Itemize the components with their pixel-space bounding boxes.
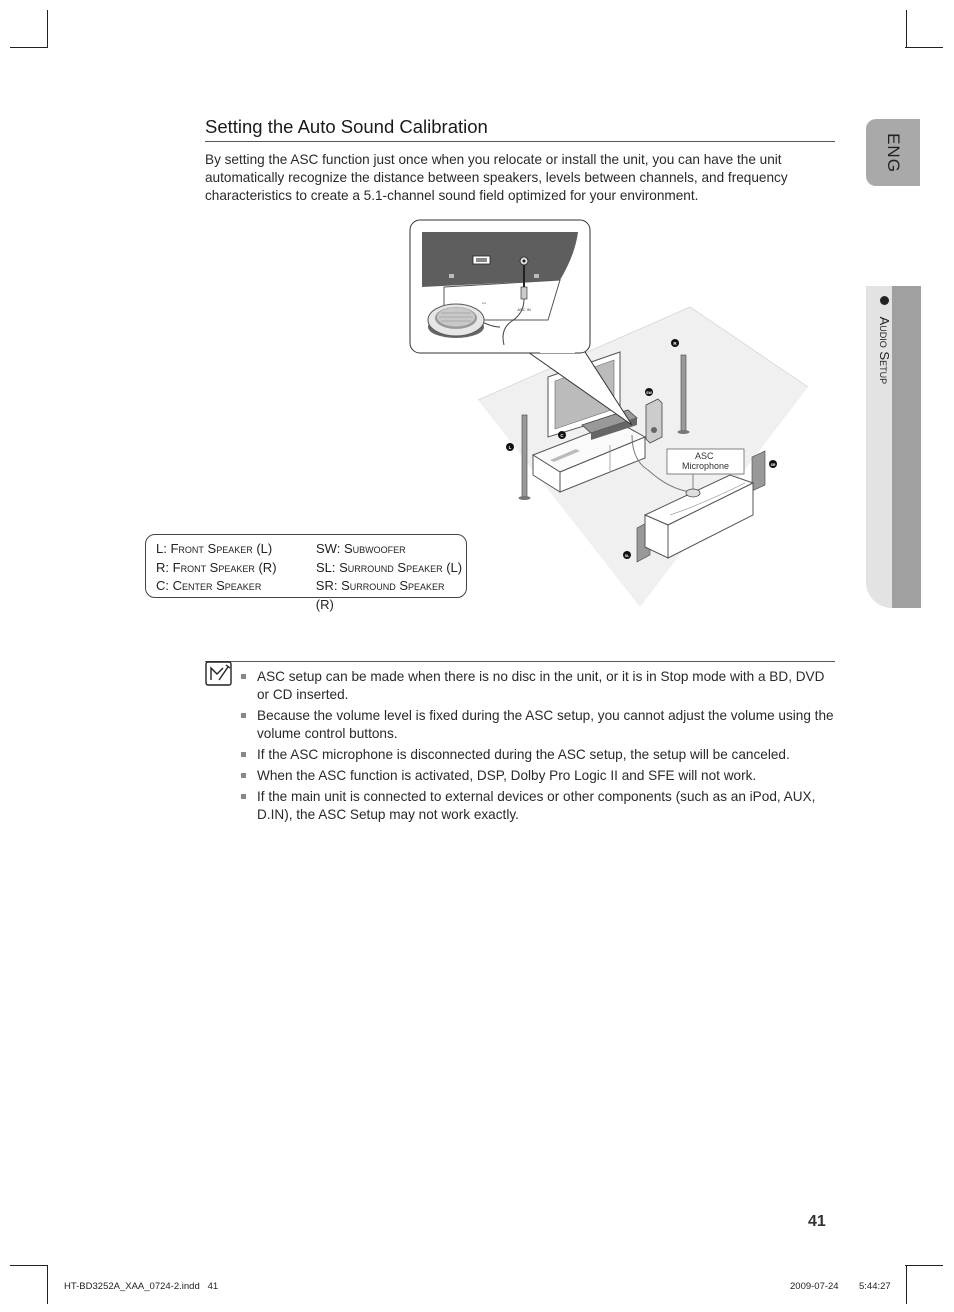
front-left-speaker-icon (522, 415, 527, 497)
badge-SL (623, 551, 631, 559)
badge-C (558, 431, 566, 439)
note-item: When the ASC function is activated, DSP, Dolby Pro Logic II and SFE will not work. (241, 767, 835, 785)
section-tab (870, 296, 892, 384)
badge-SR (769, 460, 777, 468)
language-tab (866, 119, 920, 186)
note-pencil-icon (205, 661, 232, 686)
note-item: If the main unit is connected to external devices or other components (such as an iPod, AUX, D.IN), the ASC Setup may not work exactly. (241, 788, 835, 824)
legend-row: C: Center Speaker SR: Surround Speaker (R) (156, 578, 445, 612)
crop-mark (10, 47, 48, 48)
section-tab-label: Audio Setup (877, 316, 892, 385)
badge-R (671, 339, 679, 347)
notes-divider (205, 661, 835, 662)
crop-mark (906, 1266, 907, 1304)
crop-mark (47, 10, 48, 48)
bullet-dot-icon (880, 296, 889, 305)
notes-list (241, 668, 835, 827)
svg-text:SL: SL (624, 554, 630, 558)
badge-SW (645, 388, 653, 396)
svg-text:L: L (508, 445, 512, 450)
crop-mark (905, 47, 943, 48)
note-item: ASC setup can be made when there is no disc in the unit, or it is in Stop mode with a BD, DVD or CD inserted. (241, 668, 835, 704)
microphone-icon (686, 489, 700, 497)
crop-mark (906, 10, 907, 48)
note-item: If the ASC microphone is disconnected during the ASC setup, the setup will be canceled. (241, 746, 835, 764)
legend-row: R: Front Speaker (R) SL: Surround Speaker (L) (156, 559, 463, 575)
svg-text:ASC IN: ASC IN (517, 307, 531, 312)
intro-paragraph: By setting the ASC function just once when you relocate or install the unit, you can have the unit automatically recognize the distance between speakers, levels between channels, and frequency characteristics to create a 5.1-channel sound field optimized for your environment. (205, 152, 788, 203)
note-item: Because the volume level is fixed during the ASC setup, you cannot adjust the volume using the volume control buttons. (241, 707, 835, 743)
speaker-legend (145, 534, 467, 612)
crop-mark (905, 1265, 943, 1266)
asc-jack-inset (410, 220, 590, 353)
footer-file: HT-BD3252A_XAA_0724-2.indd 41 (64, 1281, 219, 1292)
language-tab-label: ENG (884, 132, 903, 173)
mic-callout-label: ASC Microphone (681, 451, 730, 471)
page-number: 41 (808, 1213, 826, 1230)
footer-time: 5:44:27 (859, 1281, 891, 1292)
badge-L (506, 443, 514, 451)
crop-mark (10, 1265, 48, 1266)
front-right-speaker-icon (681, 355, 686, 431)
surround-right-speaker-icon (752, 451, 765, 491)
section-tab-bar (892, 286, 921, 608)
svg-text:SR: SR (770, 463, 776, 467)
crop-mark (47, 1266, 48, 1304)
svg-text:SW: SW (646, 391, 652, 395)
svg-text:C: C (560, 433, 564, 438)
legend-row: L: Front Speaker (L) SW: Subwoofer (156, 541, 406, 556)
svg-text:R: R (673, 341, 677, 346)
footer-date: 2009-07-24 (790, 1281, 839, 1292)
section-title: Setting the Auto Sound Calibration (205, 116, 835, 142)
svg-text:⇔: ⇔ (480, 300, 488, 307)
subwoofer-icon (646, 399, 662, 443)
